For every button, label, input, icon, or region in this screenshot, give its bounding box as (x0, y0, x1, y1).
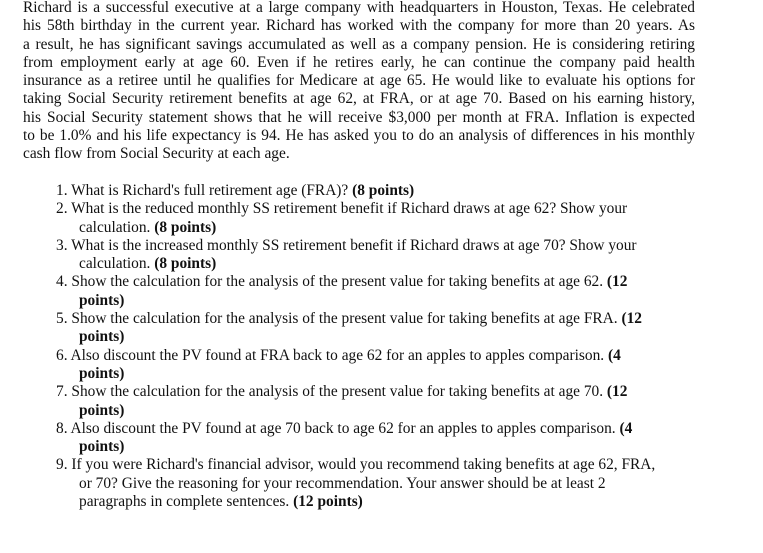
question-text: 6. Also discount the PV found at FRA back to age 62 for an apples to apples comparison. (56, 346, 608, 364)
question-text: 8. Also discount the PV found at age 70 back to age 62 for an apples to apples comparison. (56, 419, 620, 437)
question-line (56, 219, 696, 237)
question-text: 7. Show the calculation for the analysis of the present value for taking benefits at age 70. (56, 383, 607, 401)
scenario-line: taking Social Security retirement benefits at age 62, at FRA, or at age 70. Based on his earning history, (23, 90, 695, 108)
question-line (56, 310, 696, 328)
question-3 (56, 237, 696, 274)
scenario-line: Richard is a successful executive at a large company with headquarters in Houston, Texas. He celebrated (23, 0, 695, 16)
question-line (56, 420, 696, 438)
question-2 (56, 200, 696, 237)
points-label: points) (79, 328, 125, 346)
question-line (56, 493, 696, 511)
question-text: calculation. (79, 255, 155, 273)
points-label: points) (79, 438, 125, 456)
question-line: or 70? Give the reasoning for your recommendation. Your answer should be at least 2 (79, 474, 606, 492)
points-label: (8 points) (352, 182, 415, 199)
scenario-line: his Social Security statement shows that he will receive $3,000 per month at FRA. Inflation is expected (23, 108, 695, 126)
question-line (56, 182, 696, 200)
question-5 (56, 310, 696, 347)
points-label: (12 (606, 383, 628, 401)
scenario-line: to be 1.0% and his life expectancy is 94. He has asked you to do an analysis of differences in his monthly (23, 127, 695, 145)
question-line (56, 383, 696, 401)
scenario-paragraph (23, 0, 695, 164)
points-label: points) (79, 364, 125, 382)
question-line (56, 255, 696, 273)
scenario-line: cash flow from Social Security at each age. (23, 145, 290, 163)
points-label: points) (79, 291, 125, 309)
question-text: calculation. (79, 218, 155, 236)
question-8 (56, 420, 696, 457)
question-4 (56, 273, 696, 310)
question-line (56, 273, 696, 291)
scenario-line: a result, he has significant savings accumulated as well as a company pension. He is considering retiring (23, 35, 695, 53)
question-9 (56, 456, 696, 511)
points-label: (12 points) (293, 493, 363, 511)
points-label: (8 points) (154, 218, 217, 236)
question-6 (56, 347, 696, 384)
points-label: (12 (621, 310, 642, 328)
question-7 (56, 383, 696, 420)
question-line (56, 347, 696, 365)
points-label: (8 points) (154, 255, 217, 273)
points-label: points) (79, 401, 125, 419)
question-list (56, 182, 696, 511)
question-text: 5. Show the calculation for the analysis of the present value for taking benefits at age FRA. (56, 310, 622, 328)
scenario-line: from employment early at age 60. Even if he retires early, he can continue the company paid health (23, 53, 695, 71)
question-text: 4. Show the calculation for the analysis of the present value for taking benefits at age 62. (56, 273, 607, 291)
question-1 (56, 182, 696, 200)
question-line: 9. If you were Richard's financial advisor, would you recommend taking benefits at age 62, FRA, (56, 456, 656, 474)
question-text: paragraphs in complete sentences. (79, 493, 294, 511)
points-label: (4 (608, 346, 621, 364)
question-text: 1. What is Richard's full retirement age (FRA)? (56, 182, 353, 199)
scenario-line: his 58th birthday in the current year. Richard has worked with the company for more than 20 years. As (23, 17, 695, 35)
question-line: 2. What is the reduced monthly SS retirement benefit if Richard draws at age 62? Show your (56, 200, 628, 218)
points-label: (12 (606, 273, 628, 291)
scenario-line: insurance as a retiree until he qualifies for Medicare at age 65. He would like to evaluate his options for (23, 72, 695, 90)
points-label: (4 (619, 419, 633, 437)
question-line: 3. What is the increased monthly SS retirement benefit if Richard draws at age 70? Show your (56, 236, 637, 254)
